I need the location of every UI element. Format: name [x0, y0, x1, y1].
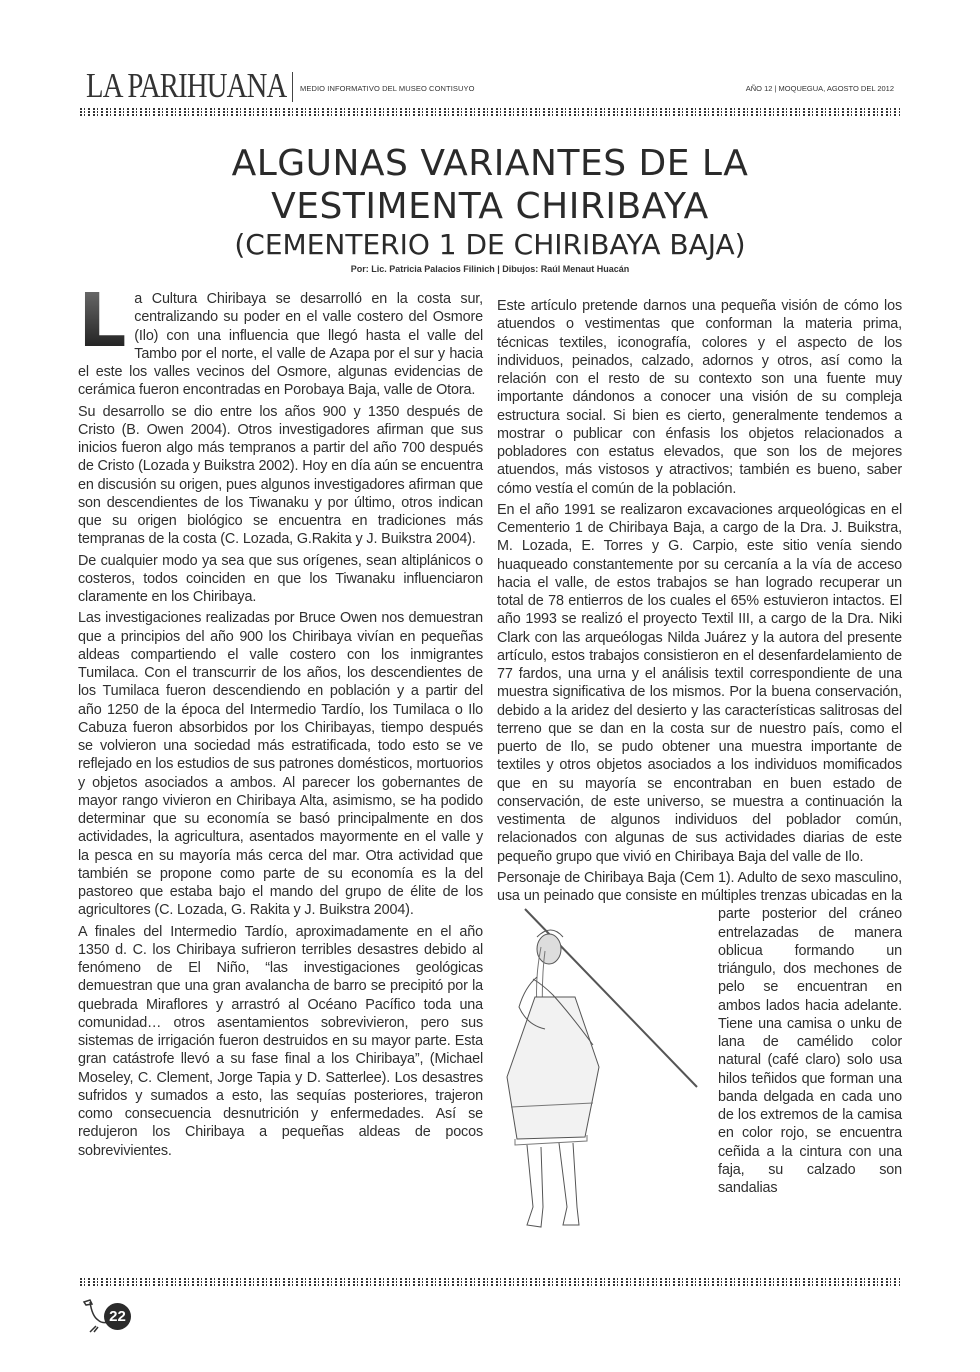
paragraph: En el año 1991 se realizaron excavaciones arqueológicas en el Cementerio 1 de Chiribaya Baja, a cargo de la Dra. J. Buikstra, M. Lozada, E. Torres y G. Carpio, este sitio venía siendo huaqueado constantemente por su cercanía a la vía de acceso hacia el valle, de estos trabajos se han logrado recuperar un total de 78 entierros de los cuales el 65% estuvieron intactos. El año 1993 se realizó el proyecto Textil III, a cargo de la Dra. Niki Clark con las arqueólogas Nilda Juárez y la autora del presente artículo, estos trabajos consistieron en el desenfardelamiento de 77 fardos, una urna y el análisis textil correspondiente de una muestra significativa de los mismos. Por la buena conservación, debido a la aridez del desierto y las características salitrosas del terreno que se dan en la costa sur de nuestro país, como el puerto de Ilo, se pudo obtener una muestra importante de textiles y otros objetos asociados a los individuos momificados que en su mayoría se encontraban en buen estado de conservación, de este universo, se muestra a continuación la vestimenta de algunos individuos del poblador común, relacionados con algunas de sus actividades diarias de este pequeño grupo que vivió en Chiribaya Baja del valle de Ilo.: [497, 501, 902, 865]
tagline: MEDIO INFORMATIVO DEL MUSEO CONTISUYO: [300, 84, 475, 93]
issue-info: AÑO 12 | MOQUEGUA, AGOSTO DEL 2012: [745, 84, 894, 93]
paragraph: Este artículo pretende darnos una pequeña visión de cómo los atuendos o vestimentas que conforman la materia prima, técnicas textiles, iconografía, colores y el aspecto de los individuos, peinados, calzado, adornos y otros, así como la relación con el resto de su contexto son una fuente muy importante dándonos a conocer una visión de su compleja estructura social. Si bien es cierto, generalmente tendemos a mostrar o publicar con énfasis los objetos relacionados a pobladores con estatus elevados, que son los de mejores atuendos, más vistosos y atractivos; también es bueno, saber cómo vestía el común de la población.: [497, 298, 902, 497]
byline: Por: Lic. Patricia Palacios Filinich | Dibujos: Raúl Menaut Huacán: [350, 264, 630, 274]
logo: [86, 66, 286, 106]
left-column: [78, 275, 483, 1163]
paragraph-text: a Cultura Chiribaya se desarrolló en la costa sur, centralizando su poder en el valle costero del Osmore (Ilo) con una influencia que llegó hasta el valle del Tambo por el norte, el valle de Azapa por el sur y hacia el este los valles vecinos del Osmore, algunas evidencias de cerámica fueron encontradas en Porobaya Baja, valle de Otora.: [78, 291, 483, 399]
title-line-1: ALGUNAS VARIANTES DE LA: [231, 143, 749, 184]
paragraph: De cualquier modo ya sea que sus orígenes, sean altiplánicos o costeros, todos coinciden en que los Tiwanaku influenciaron claramente en los Chiribaya.: [78, 552, 483, 605]
logo-text: LA PARIHUANA: [86, 66, 287, 105]
paragraph: A finales del Intermedio Tardío, aproximadamente en el año 1350 d. C. los Chiribaya sufrieron terribles desastres debido al fenómeno de El Niño, “las investigaciones geológicas demuestran que una gran avalancha de barro se precipitó por la quebrada Miraflores y arrastró al Océano Pacífico toda una comunidad… otros asentamientos sobrevivieron, pero sus sistemas de irrigación fueron destruidos en su mayor parte. Esta gran catástrofe llevó a su fase final a los Chiribaya”, (Michael Moseley, C. Clement, Jorge Tapia y D. Satterlee). Los desastres sufridos y sumados a esto, las sequías posteriores, trajeron como consecuencia desnutrición y enfermedades. Así se redujeron los Chiribaya a pequeñas aldeas de pocos sobrevivientes.: [78, 923, 483, 1159]
title-line-2: VESTIMENTA CHIRIBAYA: [271, 186, 709, 227]
chiribaya-figure-drawing: [497, 907, 715, 1237]
decorative-border-bottom: [80, 1277, 900, 1286]
paragraph: Las investigaciones realizadas por Bruce Owen nos demuestran que a principios del año 900 los Chiribaya vivían en pequeñas aldeas compartiendo el valle costero con los inmigrantes Tumilaca. Con el transcurrir de los años, los descendientes de los Tumilaca fueron descendiendo en población y a partir del año 1250 de la época del Intermedio Tardío, los Tumilaca o Ilo Cabuza fueron absorbidos por los Chiribayas, tiempo después se volvieron una sociedad más estratificada, todo esto se ve reflejado en los estudios de sus patrones domésticos, mortuorios y objetos asociados a ambos. Al parecer los gobernantes de mayor rango vivieron en Chiribaya Alta, asimismo, se ha podido determinar que su economía se basó principalmente en dos actividades, la agricultura, asentados mayormente en el valle y la pesca en su mayoría más cerca del mar. Otra actividad que también se propone como parte de su economía es la del pastoreo que estaba bajo el mando del grupo de élite de los agricultores (C. Lozada, G. Rakita y J. Buikstra 2004).: [78, 610, 483, 919]
paragraph: [78, 275, 483, 400]
page-number: 22: [104, 1303, 131, 1330]
article-title: [150, 142, 830, 262]
paragraph: Su desarrollo se dio entre los años 900 y 1350 después de Cristo (B. Owen 2004). Otros investigadores afirman que sus inicios fueron algo más tempranos a partir del año 700 después de Cristo (Lozada y Buikstra 2002). Hoy en día aún se encuentra en discusión su origen, pues algunos investigadores afirman que son descendientes de los Tiwanaku y por último, otros indican que su origen biológico se encuentra en tradiciones más tempranas de la costa (C. Lozada, G.Rakita y J. Buikstra 2004).: [78, 403, 483, 548]
title-line-3: (CEMENTERIO 1 DE CHIRIBAYA BAJA): [234, 228, 746, 261]
masthead-divider: [292, 72, 293, 102]
drop-cap: L: [78, 275, 127, 364]
decorative-border-top: [80, 107, 900, 116]
right-column: [497, 297, 902, 1237]
paragraph: Personaje de Chiribaya Baja (Cem 1). Adulto de sexo masculino, usa un peinado que consiste en múltiples trenzas ubicadas en la parte posterior del cráneo entrelazadas de manera oblicua formando un triángulo, dos mechones de pelo se encuentran en ambos lados hacia adelante. Tiene una camisa o unku de lana de camélido color natural (café claro) solo usa hilos teñidos que forman una banda delgada en cada uno de los extremos de la camisa en color rojo, se encuentra ceñida a la cintura con una faja, su calzado son sandalias: [497, 869, 902, 1196]
masthead: [86, 66, 894, 106]
